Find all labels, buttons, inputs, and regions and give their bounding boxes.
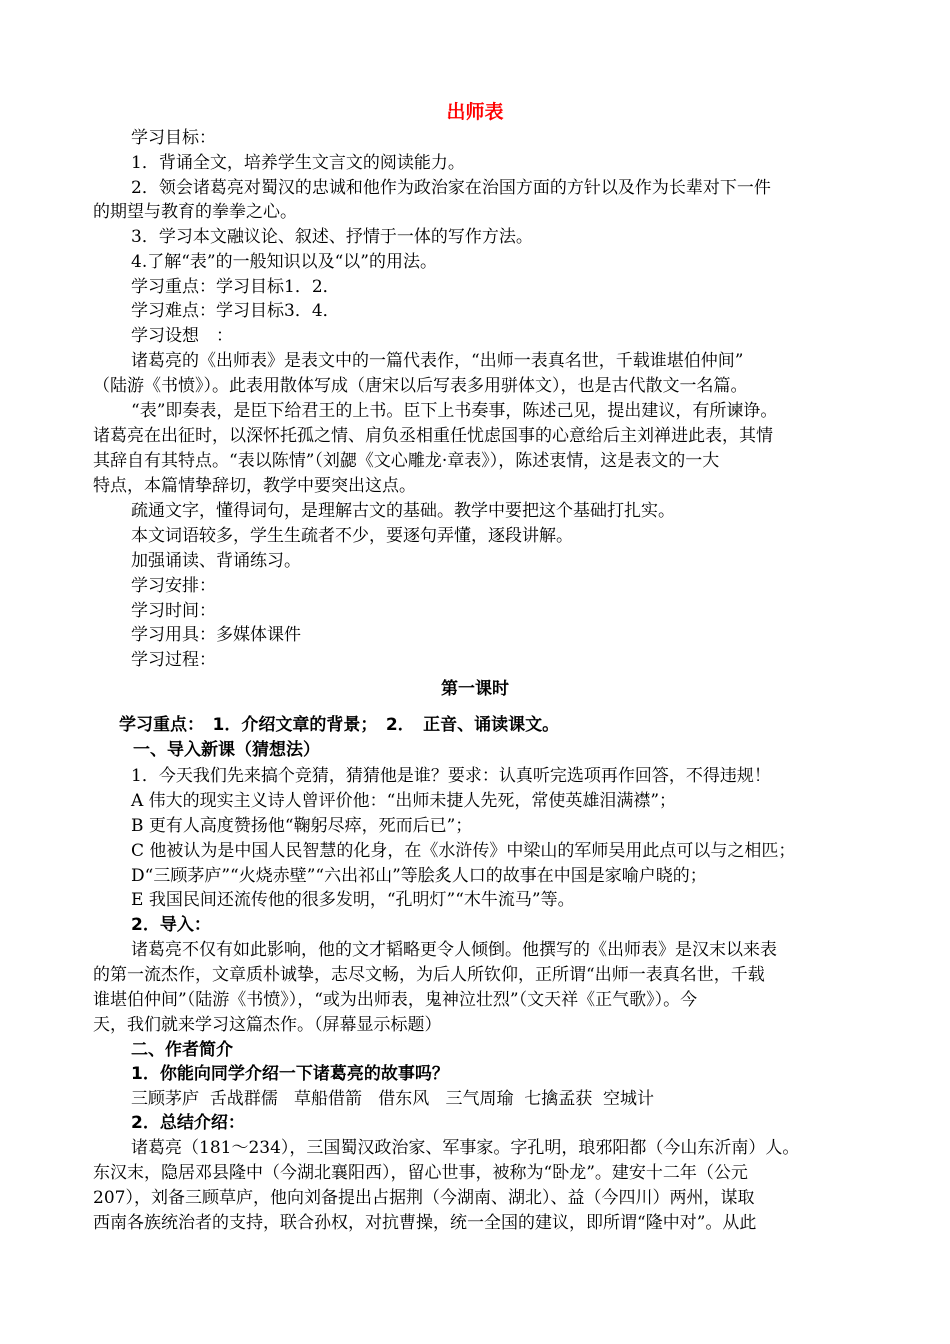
guess-intro: 1．今天我们先来搞个竞猜，猜猜他是谁？要求：认真听完选项再作回答，不得违规！ [131, 766, 771, 786]
summary-text: 东汉末，隐居邓县隆中（今湖北襄阳西），留心世事，被称为“卧龙”。建安十二年（公元 [93, 1163, 748, 1183]
study-process: 学习过程： [131, 650, 216, 670]
study-tools: 学习用具：多媒体课件 [131, 625, 301, 645]
document-title: 出师表 [446, 101, 504, 123]
guess-option: B 更有人高度赞扬他“鞠躬尽瘁，死而后已”； [131, 816, 473, 836]
design-paragraph: “表”即奏表，是臣下给君王的上书。臣下上书奏事，陈述己见，提出建议，有所谏诤。 [131, 401, 778, 421]
objective-item: 4.了解“表”的一般知识以及“以”的用法。 [131, 252, 437, 272]
section-heading: 二、作者简介 [131, 1040, 233, 1060]
design-paragraph: 其辞自有其特点。“表以陈情”（刘勰《文心雕龙·章表》），陈述衷情，这是表文的一大 [93, 451, 720, 471]
key-points: 学习重点：学习目标1．2． [131, 277, 340, 297]
design-paragraph: 疏通文字，懂得词句，是理解古文的基础。教学中要把这个基础打扎实。 [131, 501, 675, 521]
question: 1．你能向同学介绍一下诸葛亮的故事吗？ [131, 1064, 449, 1084]
design-paragraph: （陆游《书愤》）。此表用散体写成（唐宋以后写表多用骈体文），也是古代散文一名篇。 [93, 376, 748, 396]
lead-in-text: 诸葛亮不仅有如此影响，他的文才韬略更令人倾倒。他撰写的《出师表》是汉末以来表 [131, 940, 777, 960]
summary-label: 2．总结介绍： [131, 1113, 245, 1133]
objectives-label: 学习目标： [131, 128, 216, 148]
summary-text: 诸葛亮（181～234），三国蜀汉政治家、军事家。字孔明，琅邪阳都（今山东沂南）人。 [131, 1138, 800, 1158]
lead-in-text: 天，我们就来学习这篇杰作。（屏幕显示标题） [93, 1015, 442, 1035]
lead-in-text: 谁堪伯仲间”（陆游《书愤》），“或为出师表，鬼神泣壮烈”（文天祥《正气歌》）。今 [93, 990, 698, 1010]
summary-text: 西南各族统治者的支持，联合孙权，对抗曹操，统一全国的建议，即所谓“隆中对”。从此 [93, 1213, 757, 1233]
lead-in-label: 2．导入： [131, 915, 211, 935]
design-paragraph: 特点，本篇情挚辞切，教学中要突出这点。 [93, 476, 416, 496]
lesson-heading: 第一课时 [441, 679, 509, 699]
lesson-key-points: 学习重点： 1．介绍文章的背景； 2． 正音、诵读课文。 [119, 715, 560, 735]
objective-item: 的期望与教育的拳拳之心。 [93, 202, 297, 222]
section-heading: 一、导入新课（猜想法） [133, 740, 320, 760]
study-time: 学习时间： [131, 601, 216, 621]
design-paragraph: 加强诵读、背诵练习。 [131, 551, 301, 571]
difficulties: 学习难点：学习目标3．4． [131, 301, 340, 321]
lead-in-text: 的第一流杰作，文章质朴诚挚，志尽文畅，为后人所钦仰，正所谓“出师一表真名世，千载 [93, 965, 765, 985]
guess-option: E 我国民间还流传他的很多发明，“孔明灯”“木牛流马”等。 [131, 890, 575, 910]
story-list: 三顾茅庐 舌战群儒 草船借箭 借东风 三气周瑜 七擒孟获 空城计 [131, 1089, 655, 1109]
design-paragraph: 诸葛亮的《出师表》是表文中的一篇代表作，“出师一表真名世，千载谁堪伯仲间” [131, 351, 744, 371]
guess-option: D“三顾茅庐”“火烧赤壁”“六出祁山”等脍炙人口的故事在中国是家喻户晓的； [131, 866, 707, 886]
summary-text: 207），刘备三顾草庐，他向刘备提出占据荆（今湖南、湖北）、益（今四川）两州，谋取 [93, 1188, 755, 1208]
design-paragraph: 诸葛亮在出征时，以深怀托孤之情、肩负丞相重任忧虑国事的心意给后主刘禅进此表，其情 [93, 426, 773, 446]
guess-option: A 伟大的现实主义诗人曾评价他：“出师未捷人先死，常使英雄泪满襟”； [131, 791, 677, 811]
objective-item: 1．背诵全文，培养学生文言文的阅读能力。 [131, 153, 465, 173]
objective-item: 3．学习本文融议论、叙述、抒情于一体的写作方法。 [131, 227, 533, 247]
design-label: 学习设想 ： [131, 326, 233, 346]
guess-option: C 他被认为是中国人民智慧的化身，在《水浒传》中梁山的军师吴用此点可以与之相匹； [131, 841, 796, 861]
objective-item: 2．领会诸葛亮对蜀汉的忠诚和他作为政治家在治国方面的方针以及作为长辈对下一件 [131, 178, 771, 198]
arrangement-label: 学习安排： [131, 576, 216, 596]
design-paragraph: 本文词语较多，学生生疏者不少，要逐句弄懂，逐段讲解。 [131, 526, 573, 546]
